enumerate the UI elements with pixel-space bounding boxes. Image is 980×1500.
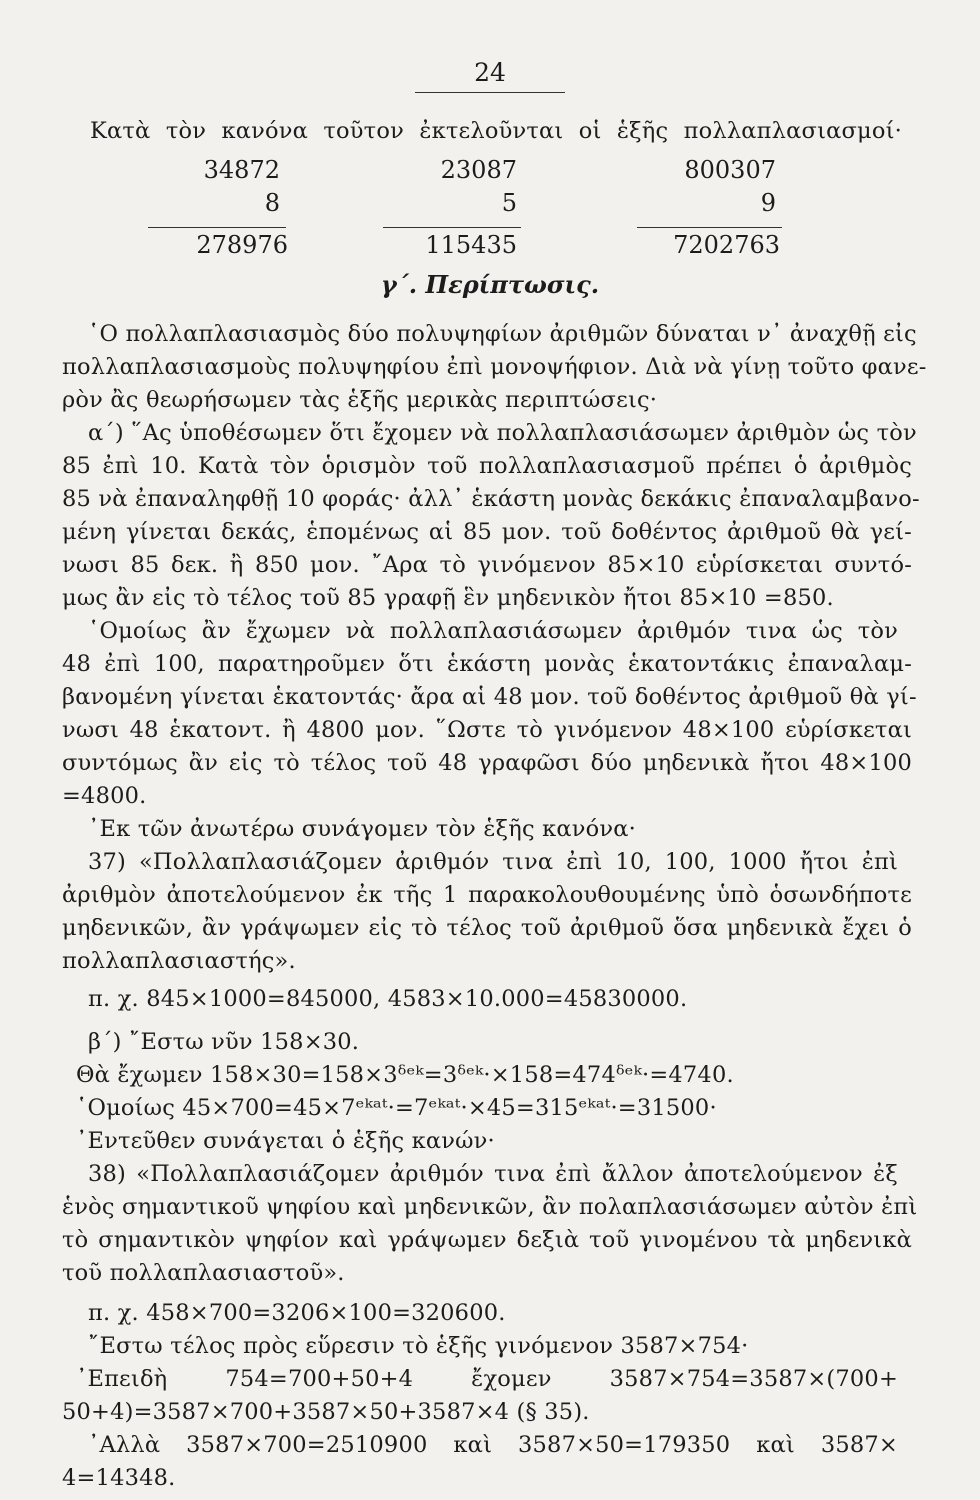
text-line: ῾Ο πολλαπλασιασμὸς δύο πολυψηφίων ἀριθμῶν δύναται ν᾿ ἀναχθῇ εἰς	[88, 321, 917, 347]
text-line: βανομένη γίνεται ἑκατοντάς· ἄρα αἱ 48 μον. τοῦ δοθέντος ἀριθμοῦ θὰ γί-	[62, 684, 917, 710]
mult3-multiplier: 9	[760, 189, 776, 217]
text-line: 4=14348.	[62, 1465, 176, 1491]
intro-line: Κατὰ τὸν κανόνα τοῦτον ἐκτελοῦνται οἱ ἑξῆς πολλαπλασιασμοί·	[90, 118, 902, 144]
text-line: ᾿Αλλὰ 3587×700=2510900 καὶ 3587×50=179350 καὶ 3587×	[88, 1432, 898, 1458]
text-line: ᾿Επειδὴ 754=700+50+4 ἔχομεν 3587×754=3587×(700+	[76, 1366, 898, 1392]
text-line: 85 ἐπὶ 10. Κατὰ τὸν ὁρισμὸν τοῦ πολλαπλασιασμοῦ πρέπει ὁ ἀριθμὸς	[62, 453, 912, 479]
mult3-multiplicand: 800307	[684, 156, 776, 184]
text-line: ἑνὸς σημαντικοῦ ψηφίου καὶ μηδενικῶν, ἂν πολαπλασιάσωμεν αὐτὸν ἐπὶ	[62, 1194, 918, 1220]
text-line: α΄) ῞Ας ὑποθέσωμεν ὅτι ἔχομεν νὰ πολλαπλασιάσωμεν ἀριθμὸν ὡς τὸν	[88, 420, 917, 446]
text-line: ῎Εστω τέλος πρὸς εὕρεσιν τὸ ἑξῆς γινόμενον 3587×754·	[88, 1333, 749, 1359]
text-line: ᾿Εντεῦθεν συνάγεται ὁ ἑξῆς κανών·	[76, 1128, 495, 1154]
mult1-multiplicand: 34872	[203, 156, 280, 184]
text-line: β΄) ῎Εστω νῦν 158×30.	[88, 1029, 360, 1055]
text-line: ρὸν ἂς θεωρήσωμεν τὰς ἑξῆς μερικὰς περιπτώσεις·	[62, 387, 658, 413]
text-line: πολλαπλασιασμοὺς πολυψηφίου ἐπὶ μονοψήφιον. Διὰ νὰ γίνῃ τοῦτο φανε-	[62, 354, 927, 380]
text-line: μως ἂν εἰς τὸ τέλος τοῦ 85 γραφῇ ἓν μηδενικὸν ἤτοι 85×10 =850.	[62, 585, 834, 611]
text-line: 37) «Πολλαπλασιάζομεν ἀριθμόν τινα ἐπὶ 10, 100, 1000 ἤτοι ἐπὶ	[88, 849, 898, 875]
text-line: ἀριθμὸν ἀποτελούμενον ἐκ τῆς 1 παρακολουθουμένης ὑπὸ ὁσωνδήποτε	[62, 882, 912, 908]
text-line: 50+4)=3587×700+3587×50+3587×4 (§ 35).	[62, 1399, 590, 1425]
text-line: ᾿Εκ τῶν ἀνωτέρω συνάγομεν τὸν ἑξῆς κανόνα·	[88, 816, 637, 842]
text-line: π. χ. 845×1000=845000, 4583×10.000=45830000.	[88, 986, 688, 1012]
section-heading: γ΄. Περίπτωσις.	[380, 270, 600, 299]
text-line: συντόμως ἂν εἰς τὸ τέλος τοῦ 48 γραφῶσι δύο μηδενικὰ ἤτοι 48×100	[62, 750, 912, 776]
text-line: ῾Ομοίως ἂν ἔχωμεν νὰ πολλαπλασιάσωμεν ἀριθμόν τινα ὡς τὸν	[88, 618, 898, 644]
mult2-multiplicand: 23087	[440, 156, 517, 184]
text-line: π. χ. 458×700=3206×100=320600.	[88, 1300, 506, 1326]
mult2-product: 115435	[425, 231, 517, 259]
text-line: Θὰ ἔχωμεν 158×30=158×3ᵟᵉᵏ=3ᵟᵉᵏ·×158=474ᵟᵉᵏ·=4740.	[76, 1062, 734, 1088]
text-line: νωσι 85 δεκ. ἢ 850 μον. ῎Αρα τὸ γινόμενον 85×10 εὑρίσκεται συντό-	[62, 552, 912, 578]
mult3-rule	[637, 227, 782, 228]
text-line: πολλαπλασιαστής».	[62, 948, 296, 974]
page-number: 24	[474, 58, 506, 87]
text-line: ῾Ομοίως 45×700=45×7ᵉᵏᵃᵗ·=7ᵉᵏᵃᵗ·×45=315ᵉᵏᵃᵗ·=31500·	[76, 1095, 717, 1121]
text-line: μηδενικῶν, ἂν γράψωμεν εἰς τὸ τέλος τοῦ ἀριθμοῦ ὅσα μηδενικὰ ἔχει ὁ	[62, 915, 912, 941]
text-line: =4800.	[62, 783, 147, 809]
mult3-product: 7202763	[673, 231, 780, 259]
text-line: 38) «Πολλαπλασιάζομεν ἀριθμόν τινα ἐπὶ ἄλλον ἀποτελούμενον ἐξ	[88, 1161, 898, 1187]
text-line: 85 νὰ ἐπαναληφθῇ 10 φοράς· ἀλλ᾿ ἑκάστη μονὰς δεκάκις ἐπαναλαμβανο-	[62, 486, 920, 512]
mult2-multiplier: 5	[501, 189, 517, 217]
mult2-rule	[383, 227, 521, 228]
text-line: νωσι 48 ἑκατοντ. ἢ 4800 μον. ῞Ωστε τὸ γινόμενον 48×100 εὑρίσκεται	[62, 717, 912, 743]
mult1-multiplier: 8	[264, 189, 280, 217]
text-line: 48 ἐπὶ 100, παρατηροῦμεν ὅτι ἑκάστη μονὰς ἑκατοντάκις ἐπαναλαμ-	[62, 651, 912, 677]
mult1-product: 278976	[196, 231, 288, 259]
mult1-rule	[148, 227, 286, 228]
text-line: μένη γίνεται δεκάς, ἑπομένως αἱ 85 μον. τοῦ δοθέντος ἀριθμοῦ θὰ γεί-	[62, 519, 912, 545]
text-line: τοῦ πολλαπλασιαστοῦ».	[62, 1260, 345, 1286]
text-line: τὸ σημαντικὸν ψηφίον καὶ γράψωμεν δεξιὰ τοῦ γινομένου τὰ μηδενικὰ	[62, 1227, 912, 1253]
page-number-rule	[415, 92, 565, 93]
